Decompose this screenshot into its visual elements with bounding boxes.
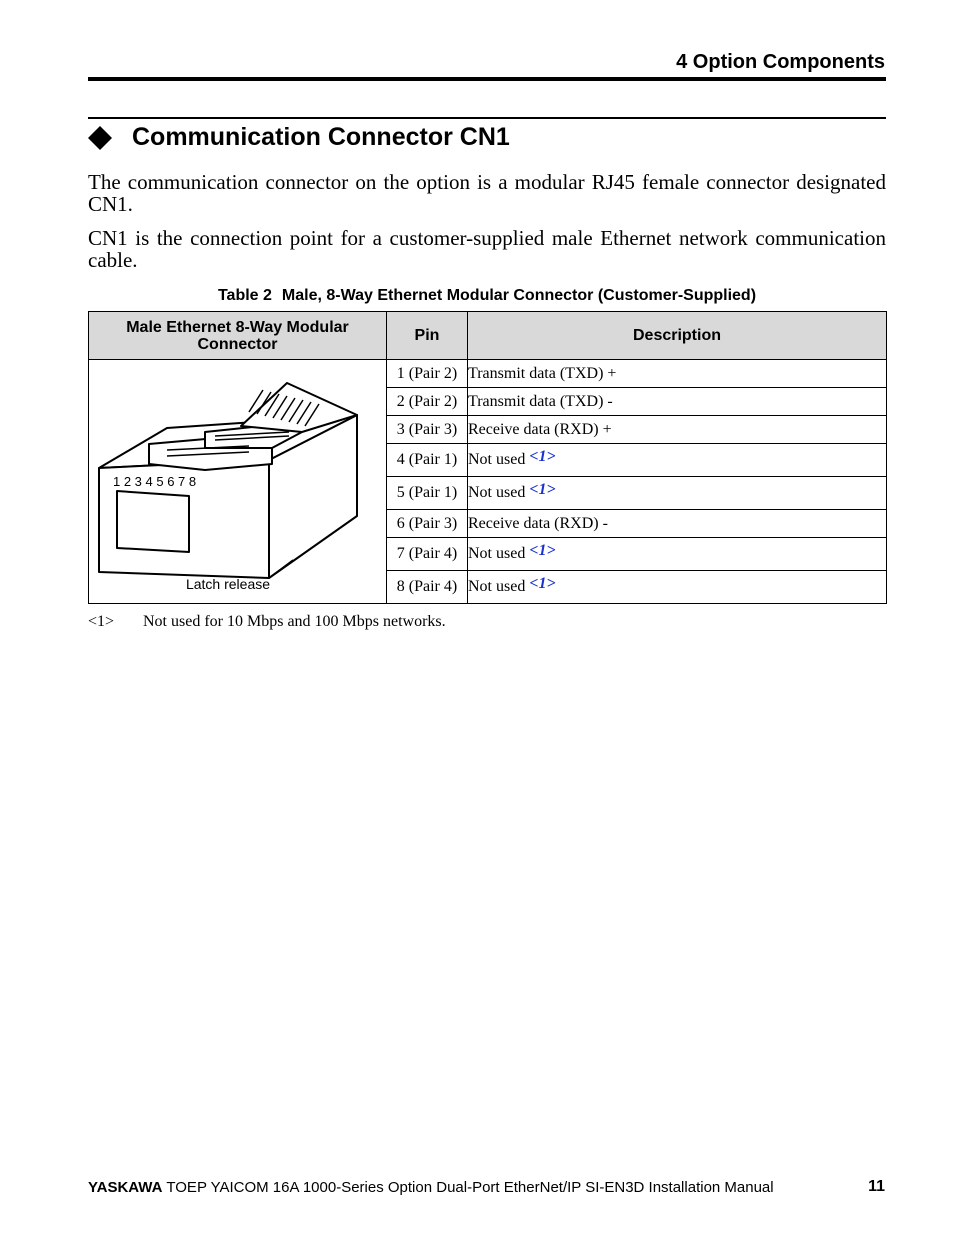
description-cell [468, 477, 887, 510]
footnote-marker: <1> [88, 613, 115, 630]
cn1-paragraph: CN1 is the connection point for a customer-supplied male Ethernet network communication cable. [88, 226, 886, 272]
pin-cell: 3 (Pair 3) [387, 416, 468, 444]
footnote-reference-link[interactable]: <1> [529, 481, 556, 498]
footnote-reference-link[interactable]: <1> [529, 575, 556, 592]
pin-cell: 7 (Pair 4) [387, 538, 468, 571]
description-cell [468, 571, 887, 604]
latch-release-label: Latch release [185, 576, 271, 592]
section-title: Communication Connector CN1 [132, 123, 510, 151]
description-text: Not used [468, 545, 526, 562]
footer-manual-title [88, 1179, 774, 1196]
description-cell [468, 416, 887, 444]
description-text: Not used [468, 578, 526, 595]
description-text: Transmit data (TXD) - [468, 392, 613, 410]
description-cell [468, 388, 887, 416]
pin-number-labels: 1 2 3 4 5 6 7 8 [113, 474, 197, 489]
intro-paragraph: The communication connector on the option is a modular RJ45 female connector designated CN1. [88, 170, 886, 216]
description-text: Transmit data (TXD) + [468, 364, 617, 382]
description-text: Not used [468, 451, 526, 468]
description-cell [468, 444, 887, 477]
pin-cell: 8 (Pair 4) [387, 571, 468, 604]
footnote-reference-link[interactable]: <1> [529, 448, 556, 465]
header-connector: Male Ethernet 8-Way Modular Connector [89, 312, 387, 360]
table-caption-text: Male, 8-Way Ethernet Modular Connector (Customer-Supplied) [281, 287, 757, 304]
header-rule [88, 77, 886, 81]
pin-cell: 6 (Pair 3) [387, 510, 468, 538]
page-number: 11 [868, 1178, 885, 1195]
connector-table [88, 311, 886, 604]
running-header-title: 4 Option Components [676, 51, 885, 73]
footer-brand: YASKAWA [88, 1179, 163, 1196]
section-rule [88, 117, 886, 119]
pin-cell: 2 (Pair 2) [387, 388, 468, 416]
table-caption-number: Table 2 [217, 287, 272, 304]
table-caption [88, 287, 886, 305]
footer-title-text: TOEP YAICOM 16A 1000-Series Option Dual-Port EtherNet/IP SI-EN3D Installation Manual [166, 1179, 774, 1196]
diamond-icon [88, 126, 112, 150]
description-text: Receive data (RXD) + [468, 420, 612, 438]
footnote [88, 613, 446, 631]
description-text: Receive data (RXD) - [468, 514, 608, 532]
description-cell [468, 360, 887, 388]
pin-cell: 4 (Pair 1) [387, 444, 468, 477]
header-description: Description [468, 312, 887, 360]
header-pin: Pin [387, 312, 468, 360]
footnote-reference-link[interactable]: <1> [529, 542, 556, 559]
connector-figure-cell [89, 360, 387, 604]
description-text: Not used [468, 484, 526, 501]
description-cell [468, 538, 887, 571]
pin-cell: 5 (Pair 1) [387, 477, 468, 510]
footnote-text: Not used for 10 Mbps and 100 Mbps networks. [143, 613, 446, 630]
description-cell [468, 510, 887, 538]
pin-cell: 1 (Pair 2) [387, 360, 468, 388]
rj45-plug-illustration [89, 360, 385, 602]
